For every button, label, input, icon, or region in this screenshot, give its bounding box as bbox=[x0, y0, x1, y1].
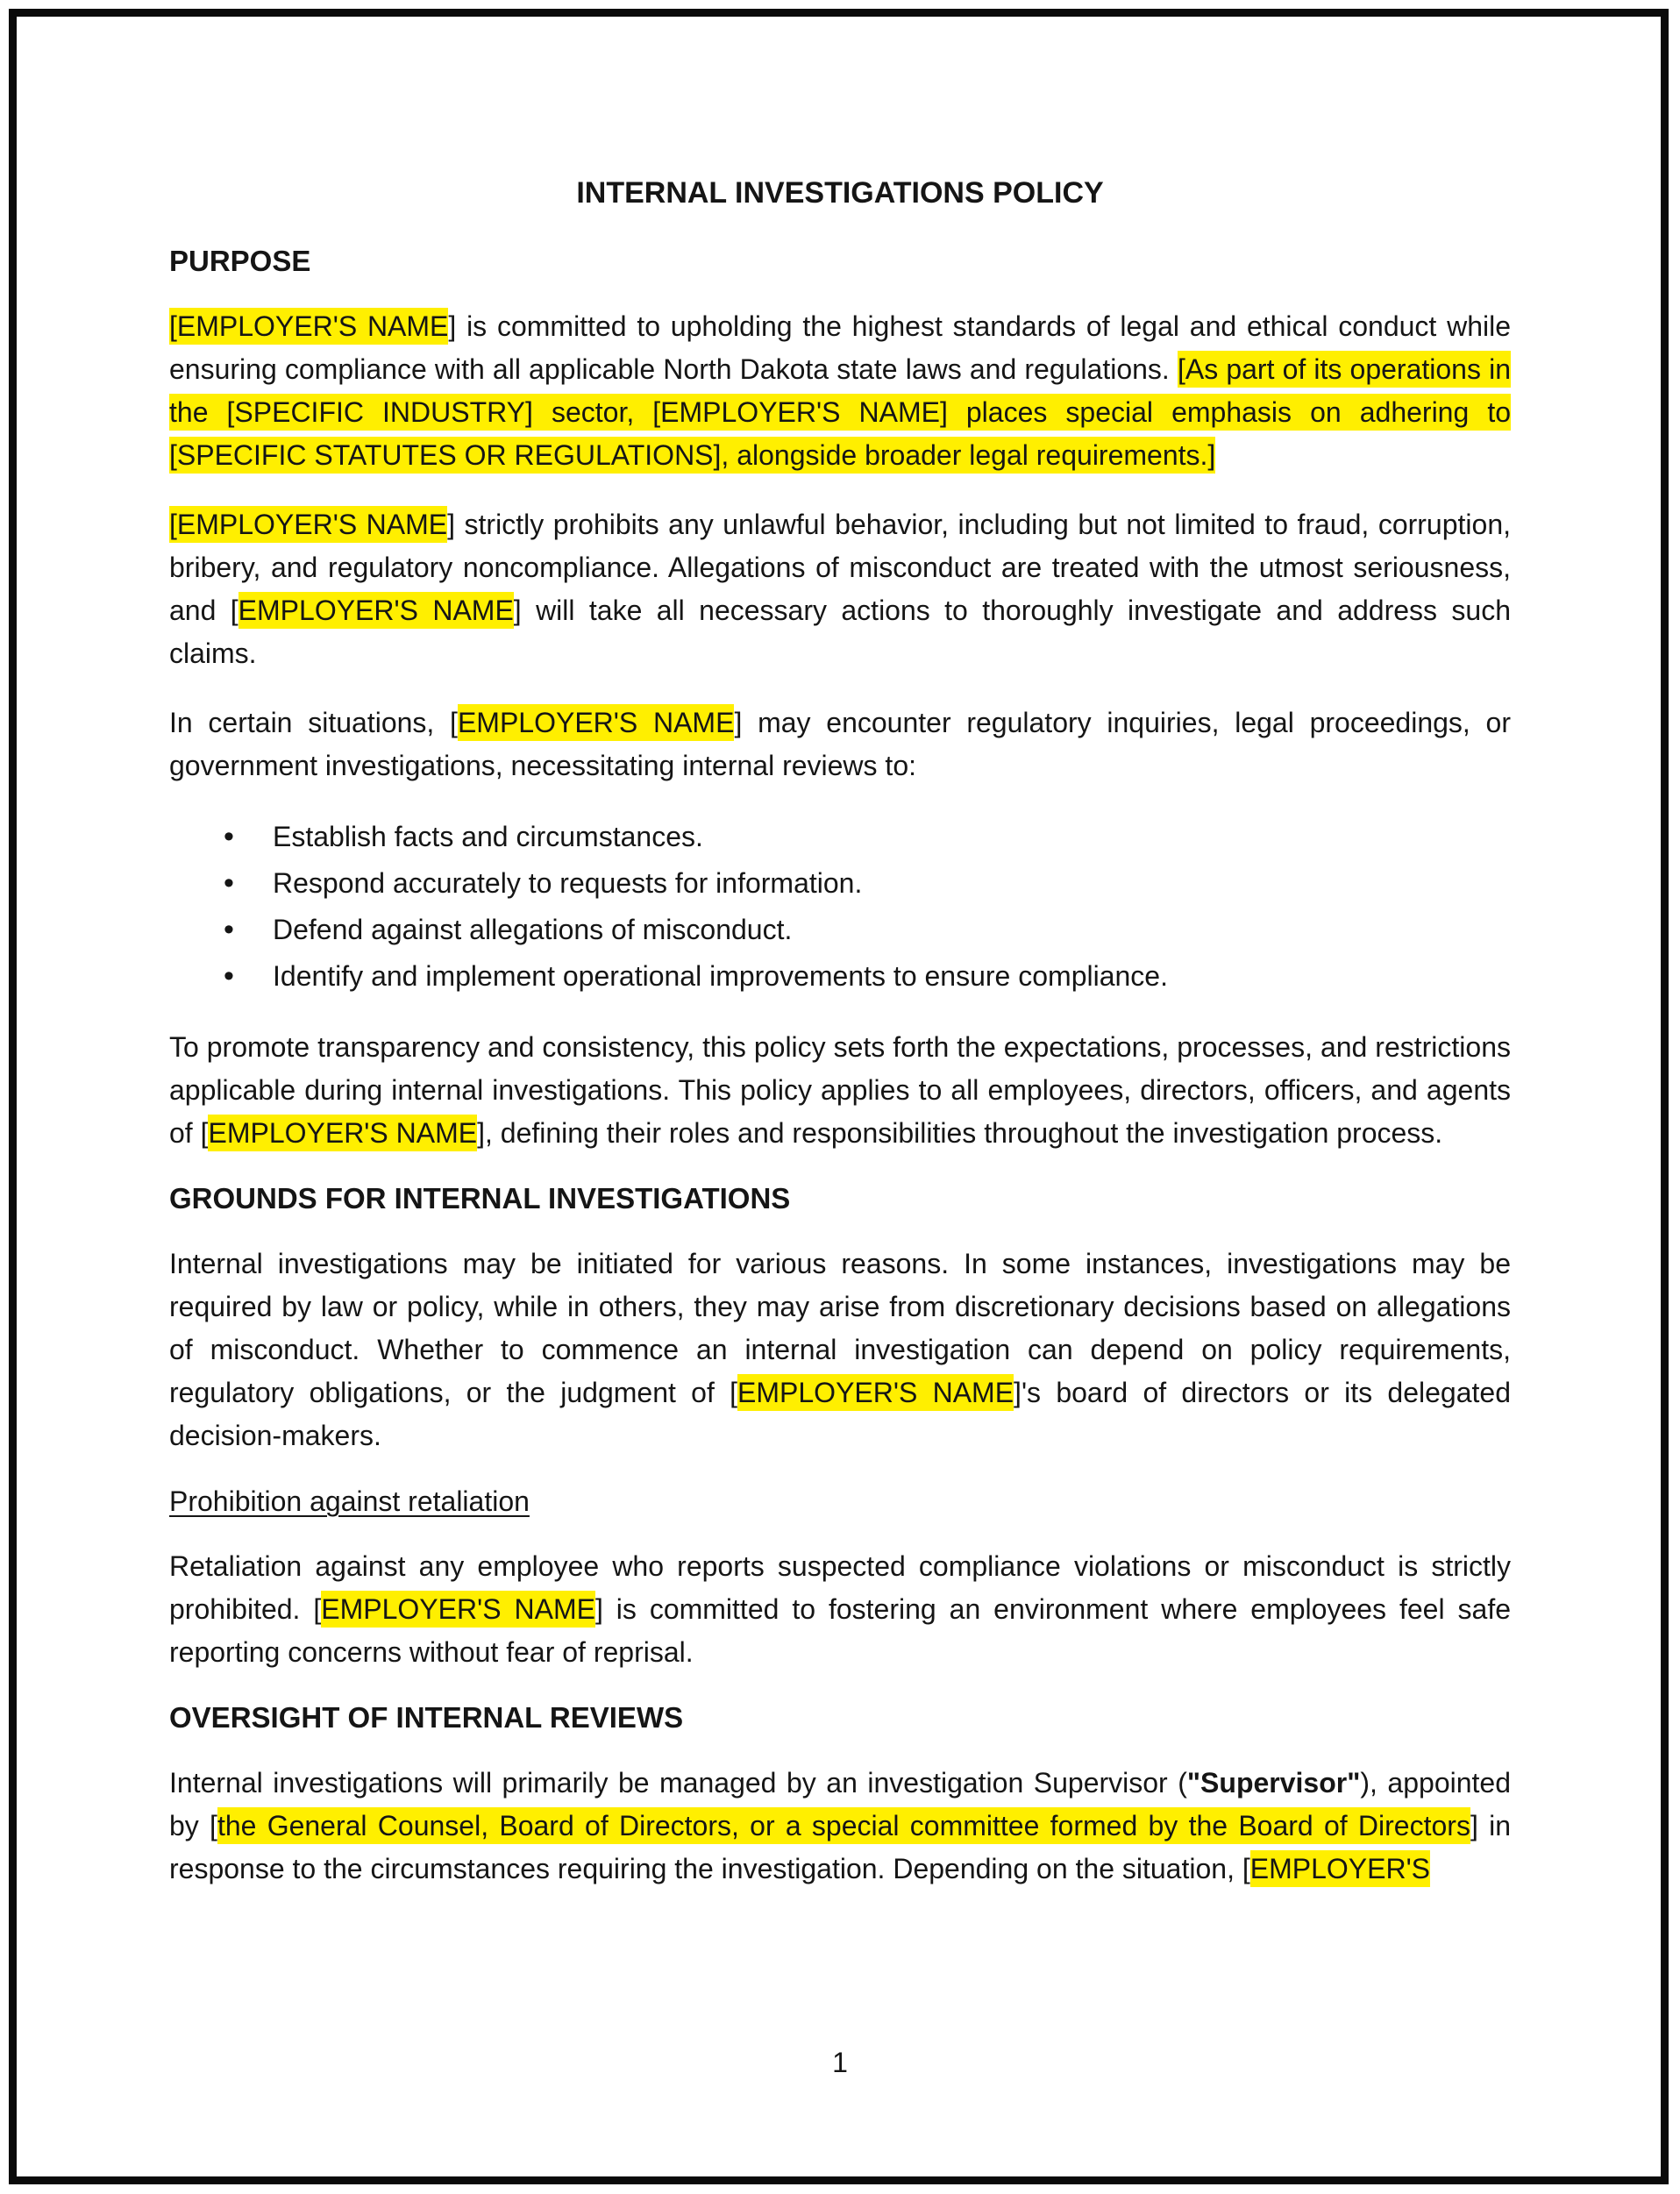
section-heading-purpose: PURPOSE bbox=[169, 245, 311, 277]
page-number: 1 bbox=[832, 2047, 848, 2078]
text-run: ], defining their roles and responsibilities throughout the investigation process. bbox=[477, 1117, 1443, 1149]
text-run: Retaliation against any employee who reports suspected compliance violations or misconduct is strictly prohibited. [ bbox=[169, 1550, 1511, 1625]
paragraph-situations bbox=[169, 702, 1511, 787]
list-item: • Respond accurately to requests for information. bbox=[224, 860, 1511, 907]
subheading-retaliation: Prohibition against retaliation bbox=[169, 1485, 530, 1517]
review-purposes-list bbox=[169, 814, 1511, 1000]
highlighted-placeholder: EMPLOYER'S NAME bbox=[321, 1591, 595, 1628]
bold-text: "Supervisor" bbox=[1186, 1767, 1361, 1799]
paragraph-transparency bbox=[169, 1026, 1511, 1155]
highlighted-placeholder: EMPLOYER'S NAME bbox=[458, 704, 734, 741]
text-run: ] will take all necessary actions to thoroughly investigate and address such claims. bbox=[169, 595, 1512, 669]
paragraph-retaliation bbox=[169, 1545, 1511, 1674]
text-run: To promote transparency and consistency, this policy sets forth the expectations, processes, and restrictions applicable during internal investigations. This policy applies to all employees, directors, officers, and agents of [ bbox=[169, 1031, 1511, 1149]
list-item: • Identify and implement operational improvements to ensure compliance. bbox=[224, 953, 1511, 1000]
text-run: In certain situations, [ bbox=[169, 707, 458, 738]
document-title: INTERNAL INVESTIGATIONS POLICY bbox=[576, 176, 1104, 210]
highlighted-placeholder: [EMPLOYER'S NAME bbox=[169, 308, 448, 345]
highlighted-placeholder: EMPLOYER'S NAME bbox=[208, 1115, 477, 1151]
text-run: ] is committed to upholding the highest standards of legal and ethical conduct while ensuring compliance with all applicable North Dakota state laws and regulations. bbox=[169, 310, 1512, 385]
list-item: • Defend against allegations of misconduct. bbox=[224, 907, 1511, 953]
document-body bbox=[169, 244, 1511, 1891]
highlighted-placeholder: EMPLOYER'S NAME bbox=[238, 592, 514, 629]
highlighted-placeholder: EMPLOYER'S NAME bbox=[737, 1374, 1014, 1411]
highlighted-placeholder: [EMPLOYER'S NAME bbox=[169, 506, 447, 543]
paragraph-grounds bbox=[169, 1243, 1511, 1457]
paragraph-prohibited-conduct bbox=[169, 503, 1511, 675]
text-run: ]'s board of directors or its delegated decision-makers. bbox=[169, 1377, 1511, 1451]
highlighted-placeholder: [As part of its operations in the [SPECIFIC INDUSTRY] sector, [EMPLOYER'S NAME] places special emphasis on adhering to [SPECIFIC STATUTES OR REGULATIONS], alongside broader legal requirements.] bbox=[169, 351, 1511, 474]
document-content bbox=[169, 175, 1511, 1917]
section-heading-oversight: OVERSIGHT OF INTERNAL REVIEWS bbox=[169, 1701, 684, 1734]
highlighted-placeholder: EMPLOYER'S bbox=[1250, 1850, 1430, 1887]
text-run: Internal investigations will primarily be managed by an investigation Supervisor ( bbox=[169, 1767, 1187, 1799]
paragraph-commitment bbox=[169, 305, 1511, 477]
paragraph-oversight bbox=[169, 1762, 1511, 1891]
highlighted-placeholder: the General Counsel, Board of Directors, or a special committee formed by the Board of Directors bbox=[217, 1807, 1470, 1844]
text-run: Internal investigations may be initiated for various reasons. In some instances, investigations may be required by law or policy, while in others, they may arise from discretionary decisions based on allegations of misconduct. Whether to commence an internal investigation can depend on policy requirements, regulatory obligations, or the judgment of [ bbox=[169, 1248, 1511, 1408]
text-run: ] is committed to fostering an environment where employees feel safe reporting concerns without fear of reprisal. bbox=[169, 1593, 1511, 1668]
text-run: ] in response to the circumstances requiring the investigation. Depending on the situation, [ bbox=[169, 1810, 1512, 1884]
text-run: ), appointed by [ bbox=[169, 1767, 1512, 1841]
section-heading-grounds: GROUNDS FOR INTERNAL INVESTIGATIONS bbox=[169, 1182, 791, 1215]
list-item: • Establish facts and circumstances. bbox=[224, 814, 1511, 860]
text-run: ] strictly prohibits any unlawful behavior, including but not limited to fraud, corruption, bribery, and regulatory noncompliance. Allegations of misconduct are treated with the utmost seriousness, and [ bbox=[169, 509, 1512, 626]
text-run: ] may encounter regulatory inquiries, legal proceedings, or government investigations, necessitating internal reviews to: bbox=[169, 707, 1512, 781]
